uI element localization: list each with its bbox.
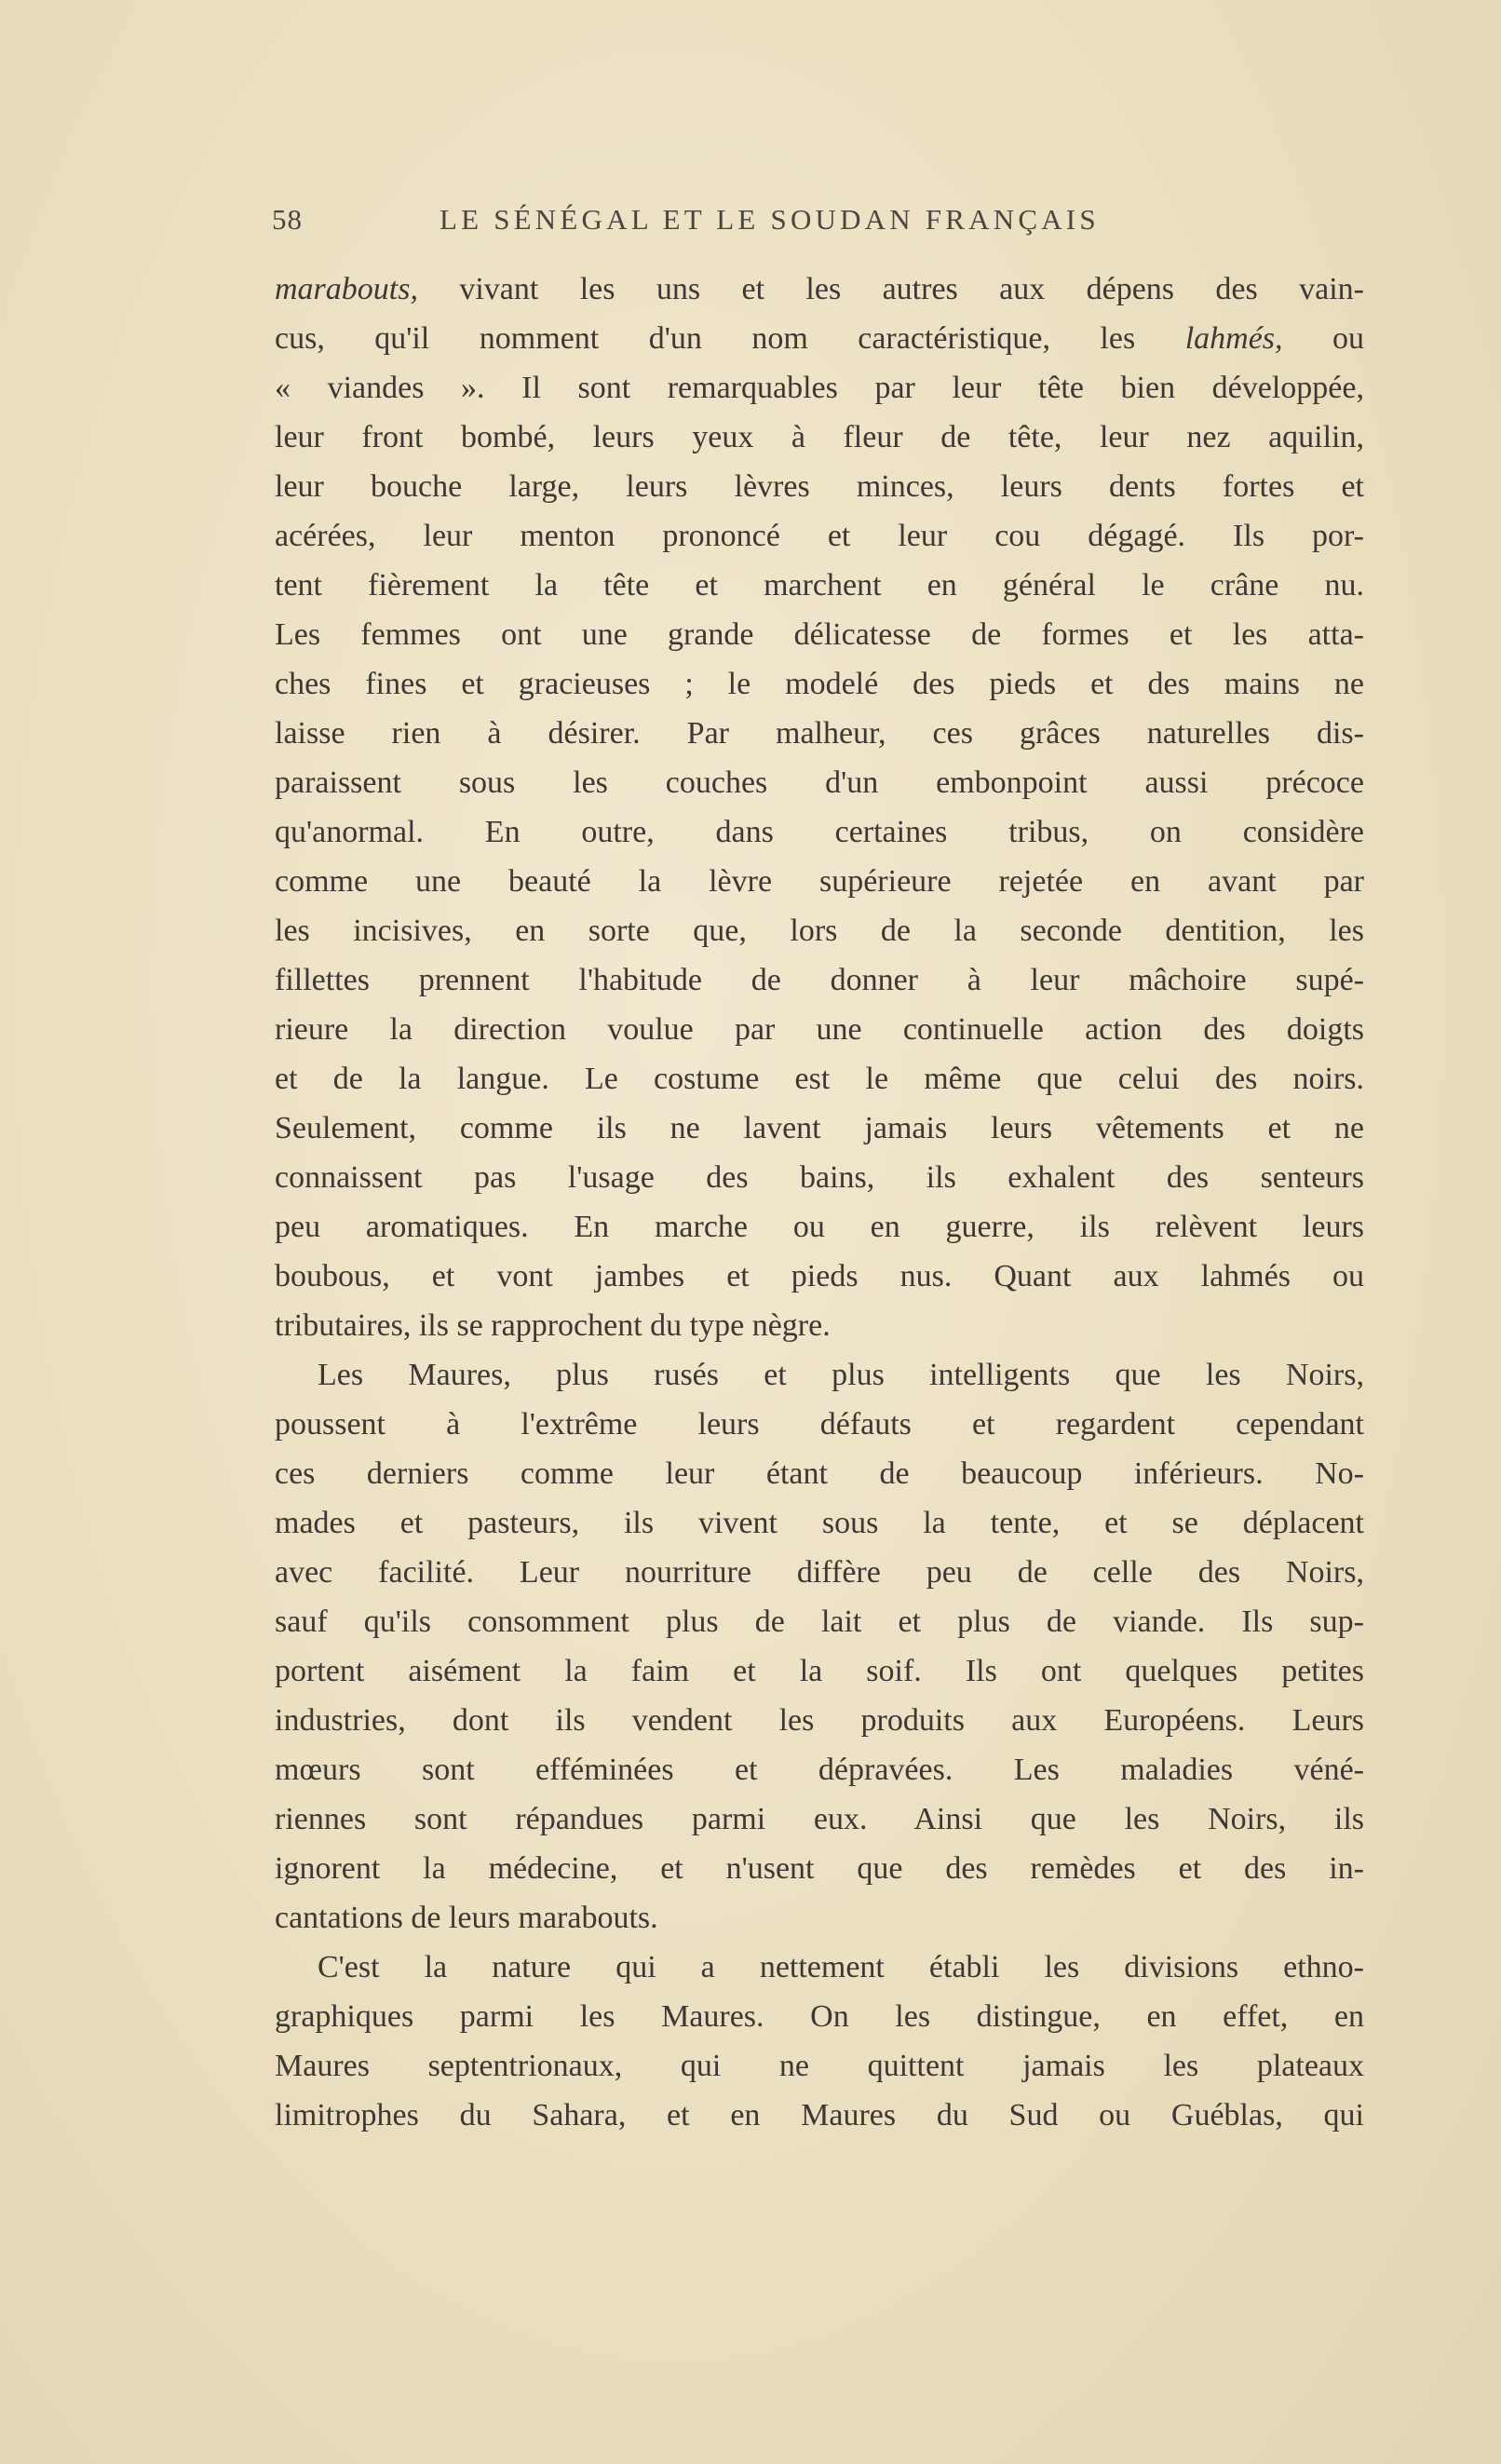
text-segment: qu'anormal. En outre, dans certaines tribus, on considère: [275, 815, 1364, 849]
text-segment: ignorent la médecine, et n'usent que des remèdes et des in-: [275, 1851, 1364, 1886]
text-line: [275, 1943, 1364, 1992]
text-segment: et de la langue. Le costume est le même que celui des noirs.: [275, 1062, 1364, 1096]
text-line: [275, 659, 1364, 709]
text-line: [275, 1696, 1364, 1745]
text-segment: Seulement, comme ils ne lavent jamais leurs vêtements et ne: [275, 1111, 1364, 1145]
text-segment: boubous, et vont jambes et pieds nus. Quant aux lahmés ou: [275, 1259, 1364, 1293]
text-segment: tent fièrement la tête et marchent en général le crâne nu.: [275, 568, 1364, 602]
text-line: [275, 561, 1364, 610]
text-segment: riennes sont répandues parmi eux. Ainsi que les Noirs, ils: [275, 1802, 1364, 1836]
page-number: 58: [272, 203, 303, 236]
text-segment: fillettes prennent l'habitude de donner à leur mâchoire supé-: [275, 963, 1364, 997]
text-segment: limitrophes du Sahara, et en Maures du Sud ou Guéblas, qui: [275, 2098, 1364, 2132]
text-line: [275, 709, 1364, 758]
text-segment: connaissent pas l'usage des bains, ils exhalent des senteurs: [275, 1160, 1364, 1195]
text-segment: peu aromatiques. En marche ou en guerre, ils relèvent leurs: [275, 1210, 1364, 1244]
text-line: [275, 758, 1364, 807]
text-segment: « viandes ». Il sont remarquables par leur tête bien développée,: [275, 371, 1364, 405]
text-line: [275, 1844, 1364, 1893]
text-segment: mades et pasteurs, ils vivent sous la tente, et se déplacent: [275, 1506, 1364, 1540]
text-line: [275, 462, 1364, 511]
text-line: [275, 1350, 1364, 1400]
text-line: [275, 1103, 1364, 1153]
text-line: [275, 1794, 1364, 1844]
text-segment: paraissent sous les couches d'un embonpoint aussi précoce: [275, 765, 1364, 800]
text-segment: tributaires, ils se rapprochent du type nègre.: [275, 1308, 831, 1343]
text-segment: portent aisément la faim et la soif. Ils ont quelques petites: [275, 1654, 1364, 1688]
running-head: [272, 203, 1361, 250]
text-segment: sauf qu'ils consomment plus de lait et plus de viande. Ils sup-: [275, 1604, 1364, 1639]
text-line: [275, 413, 1364, 462]
italic-term: lahmés,: [1184, 321, 1283, 356]
text-segment: Les femmes ont une grande délicatesse de formes et les atta-: [275, 617, 1364, 652]
text-line: [275, 906, 1364, 955]
text-segment: mœurs sont efféminées et dépravées. Les maladies véné-: [275, 1753, 1364, 1787]
text-segment: industries, dont ils vendent les produits aux Européens. Leurs: [275, 1703, 1364, 1738]
text-segment: poussent à l'extrême leurs défauts et regardent cependant: [275, 1407, 1364, 1442]
text-segment: acérées, leur menton prononcé et leur cou dégagé. Ils por-: [275, 519, 1364, 553]
text-line: [275, 1992, 1364, 2041]
text-line: [275, 1893, 1364, 1943]
text-line: [275, 1548, 1364, 1597]
text-line: [275, 511, 1364, 561]
text-line: [275, 1252, 1364, 1301]
text-line: [275, 2091, 1364, 2140]
text-segment: laisse rien à désirer. Par malheur, ces grâces naturelles dis-: [275, 716, 1364, 751]
text-line: [275, 1400, 1364, 1449]
text-line: [275, 264, 1364, 314]
text-segment: rieure la direction voulue par une continuelle action des doigts: [275, 1012, 1364, 1047]
text-line: [275, 1153, 1364, 1202]
text-line: [275, 1202, 1364, 1252]
body-text: [275, 264, 1364, 2140]
text-line: [275, 1597, 1364, 1646]
text-segment: ou: [1282, 321, 1364, 356]
text-line: [275, 857, 1364, 906]
text-line: [275, 1301, 1364, 1350]
text-line: [275, 1646, 1364, 1696]
text-line: [275, 1054, 1364, 1103]
text-segment: leur front bombé, leurs yeux à fleur de tête, leur nez aquilin,: [275, 420, 1364, 454]
text-segment: leur bouche large, leurs lèvres minces, leurs dents fortes et: [275, 469, 1364, 504]
text-segment: Les Maures, plus rusés et plus intelligents que les Noirs,: [318, 1358, 1364, 1392]
text-line: [275, 807, 1364, 857]
text-line: [275, 314, 1364, 363]
text-segment: cantations de leurs marabouts.: [275, 1901, 658, 1935]
text-segment: les incisives, en sorte que, lors de la seconde dentition, les: [275, 914, 1364, 948]
text-segment: cus, qu'il nomment d'un nom caractéristique, les: [275, 321, 1185, 356]
text-segment: graphiques parmi les Maures. On les distingue, en effet, en: [275, 1999, 1364, 2034]
text-segment: ces derniers comme leur étant de beaucoup inférieurs. No-: [275, 1456, 1364, 1491]
text-line: [275, 610, 1364, 659]
text-segment: C'est la nature qui a nettement établi les divisions ethno-: [318, 1950, 1364, 1984]
text-segment: Maures septentrionaux, qui ne quittent jamais les plateaux: [275, 2049, 1364, 2083]
text-segment: vivant les uns et les autres aux dépens des vain-: [417, 272, 1364, 306]
text-segment: ches fines et gracieuses ; le modelé des pieds et des mains ne: [275, 667, 1364, 701]
text-line: [275, 363, 1364, 413]
running-title: LE SÉNÉGAL ET LE SOUDAN FRANÇAIS: [439, 203, 1100, 236]
text-line: [275, 1449, 1364, 1498]
text-segment: comme une beauté la lèvre supérieure rejetée en avant par: [275, 864, 1364, 899]
text-segment: avec facilité. Leur nourriture diffère peu de celle des Noirs,: [275, 1555, 1364, 1590]
text-line: [275, 955, 1364, 1005]
italic-term: marabouts,: [275, 272, 418, 306]
text-line: [275, 1498, 1364, 1548]
text-line: [275, 2041, 1364, 2091]
text-line: [275, 1005, 1364, 1054]
text-line: [275, 1745, 1364, 1794]
